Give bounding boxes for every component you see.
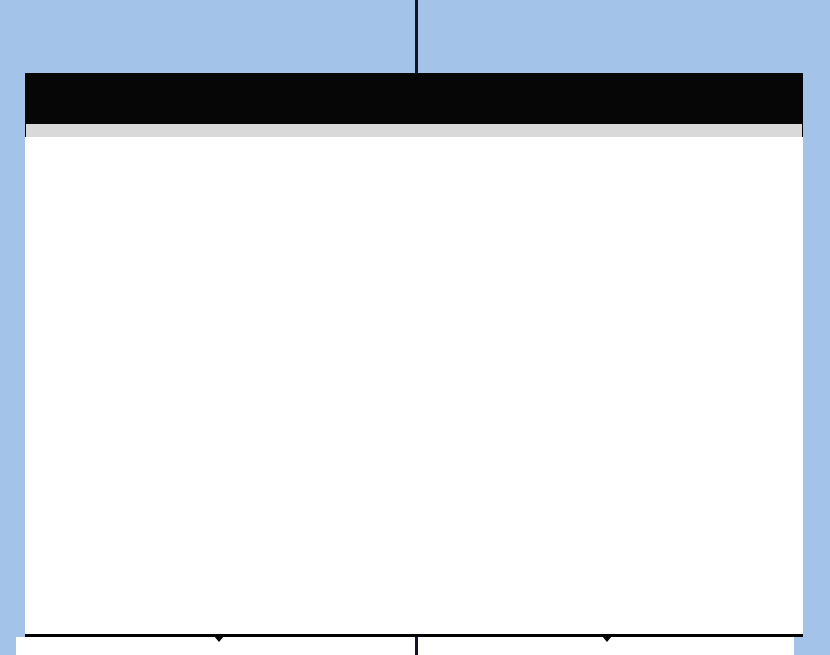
- header-product: [25, 73, 123, 124]
- header-ratio-1st: [123, 103, 170, 124]
- rpm-band: [25, 124, 803, 137]
- page-column-divider-bottom: [415, 637, 418, 655]
- data-table: [25, 73, 803, 637]
- header-weight: [685, 73, 741, 103]
- table-body: [25, 137, 803, 634]
- header-kw-rpm: [267, 103, 333, 124]
- header-bell-housings-notes: [741, 73, 803, 124]
- header-input-power-capacity: [415, 73, 627, 103]
- header-power-factor: [267, 73, 415, 103]
- table-header: [25, 73, 803, 124]
- continuation-down-triangle-icon: [214, 636, 224, 642]
- page-bottom-band: [16, 637, 794, 655]
- header-max-kw-hp-rpm: [627, 73, 685, 103]
- header-hp-rpm: [333, 103, 415, 124]
- header-ratios: [123, 73, 267, 103]
- page-column-divider-top: [415, 0, 418, 73]
- continuation-down-triangle-icon: [602, 636, 612, 642]
- header-ratio-2nd: [170, 103, 267, 124]
